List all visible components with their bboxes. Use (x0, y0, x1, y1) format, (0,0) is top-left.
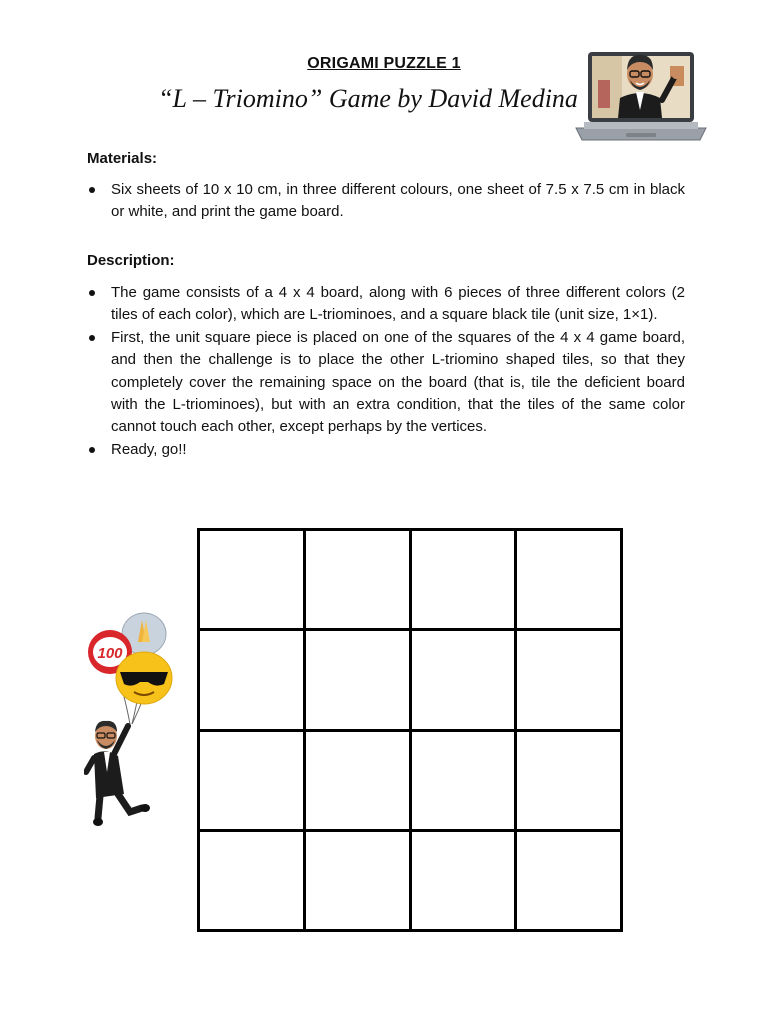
hundred-label: 100 (97, 645, 123, 662)
board-cell (200, 531, 306, 631)
page-title: ORIGAMI PUZZLE 1 (307, 55, 461, 72)
board-cell (306, 531, 412, 631)
description-item: First, the unit square piece is placed on one of the squares of the 4 x 4 game board, and then the challenge is to place the other L-triomino shaped tiles, so that they completely cover the remaining space on the board (that is, tile the deficient board with the L-triominoes), but with an extra condition, that the tiles of the same color cannot touch each other, except perhaps by the vertices. (87, 327, 685, 439)
board-cell (412, 631, 518, 731)
game-board (197, 528, 623, 932)
description-item: Ready, go!! (87, 439, 685, 461)
balloon-avatar-icon (84, 612, 182, 832)
materials-item: Six sheets of 10 x 10 cm, in three different colours, one sheet of 7.5 x 7.5 cm in black or white, and print the game board. (87, 179, 685, 224)
board-cell (306, 832, 412, 932)
board-cell (517, 832, 623, 932)
laptop-avatar-icon (574, 40, 708, 146)
board-cell (517, 631, 623, 731)
description-list (87, 282, 685, 461)
board-cell (306, 732, 412, 832)
board-cell (517, 732, 623, 832)
materials-list (87, 179, 685, 224)
description-item: The game consists of a 4 x 4 board, along with 6 pieces of three different colors (2 tiles of each color), which are L-triominoes, and a square black tile (unit size, 1×1). (87, 282, 685, 327)
board-cell (306, 631, 412, 731)
board-cell (412, 732, 518, 832)
board-cell (412, 832, 518, 932)
description-heading: Description: (87, 252, 175, 269)
board-cell (200, 832, 306, 932)
page-subtitle: “L – Triomino” Game by David Medina (158, 84, 578, 113)
board-cell (200, 732, 306, 832)
board-cell (200, 631, 306, 731)
board-cell (412, 531, 518, 631)
board-cell (517, 531, 623, 631)
materials-heading: Materials: (87, 150, 158, 167)
